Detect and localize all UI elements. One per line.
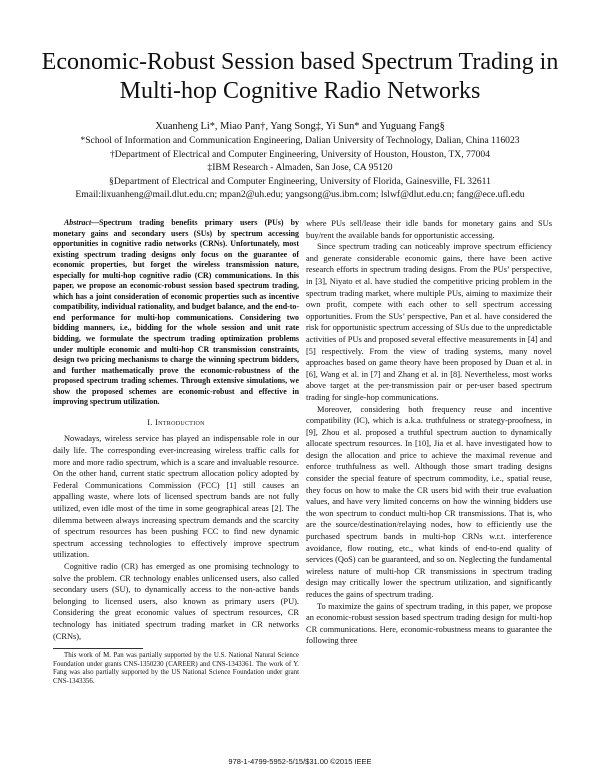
- affiliation-1: *School of Information and Communication Engineering, Dalian University of Technology, Dalian, China 116023: [80, 135, 520, 146]
- section-heading: [53, 417, 299, 429]
- right-paragraph-2: Since spectrum trading can noticeably improve spectrum efficiency and generate considerable economic gains, there have been active research efforts in spectrum trading designs. From the PUs’ perspective, in [3], Niyato et al. have studied the competitive pricing problem in the spectrum trading market, where multiple PUs, aiming to maximize their own profit, compete with each other to sell spectrum accessing opportunities. From the SUs’ perspective, Pan et al. have considered the risk for opportunistic spectrum accessing of SUs due to the unpredictable activities of PUs and proposed several effective measurements in [4] and [5] respectively. From the view of trading systems, many novel approaches based on game theory have been proposed by Duan et al. in [6], Wang et al. in [7] and Zhang et al. in [8]. Nevertheless, most works above target at the per-transmission pair or per-user based spectrum trading for single-hop communications.: [306, 242, 552, 402]
- intro-paragraph-2: Cognitive radio (CR) has emerged as one promising technology to solve the problem. CR technology enables unlicensed users, also called secondary users (SU), to dynamically access to the non-active bands belonging to licensed users, also known as primary users (PU). Considering the great economic values of spectrum resources, CR technology has initiated spectrum trading market in CR networks (CRNs),: [53, 561, 299, 641]
- affiliation-3: ‡IBM Research - Almaden, San Jose, CA 95120: [207, 162, 393, 173]
- abstract-lead: Abstract: [64, 218, 92, 227]
- paper-title: Economic-Robust Session based Spectrum Trading in Multi-hop Cognitive Radio Networks: [41, 49, 559, 104]
- section-title: Introduction: [155, 417, 205, 427]
- left-column: [53, 218, 299, 687]
- author-emails: Email:lixuanheng@mail.dlut.edu.cn; mpan2@uh.edu; yangsong@us.ibm.com; lslwf@dlut.edu.cn; fang@ece.ufl.edu: [75, 189, 525, 200]
- affiliation-4: §Department of Electrical and Computer Engineering, University of Florida, Gainesville, FL 32611: [109, 175, 491, 187]
- intro-paragraph-1: Nowadays, wireless service has played an indispensable role in our daily life. The corresponding ever-increasing wireless traffic calls for more and more radio spectrum, which is a scare and invaluable resource. On the other hand, current static spectrum allocation policy adopted by Federal Communications Commission (FCC) [1] still causes an appalling waste, where lots of licensed spectrum bands are not fully utilized, even idle most of the time in some geographical areas [2]. The dilemma between always increasing spectrum demands and the scarcity of spectrum resources has been pushing FCC to find new dynamic spectrum accessing technologies to effectively improve spectrum utilization.: [53, 434, 299, 560]
- right-paragraph-1: where PUs sell/lease their idle bands for monetary gains and SUs buy/rent the available bands for opportunistic accessing.: [306, 219, 552, 240]
- author-block: [40, 120, 560, 202]
- abstract: [53, 218, 299, 408]
- right-paragraph-3: Moreover, considering both frequency reuse and incentive compatibility (IC), which is a.k.a. truthfulness or strategy-proofness, in [9], Zhou et al. proposed a truthful spectrum auction to dynamically allocate spectrum resources. In [10], Jia et al. have investigated how to design the allocation and price to achieve the maximal revenue and enforce truthfulness as well. Although those smart trading designs consider the special feature of spectrum commodity, i.e., spatial reuse, they focus on how to make the CR users bid with their true evaluation values, and have very limited concerns on how the winning bidders use the won spectrum to conduct multi-hop CR transmissions. That is, who are the source/destination/relaying nodes, how to efficiently use the purchased spectrum bands in multi-hop CRNs w.r.t. interference avoidance, flow routing, etc., what kinds of end-to-end quality of services (QoS) can be guaranteed, and so on. Neglecting the fundamental wireless nature of multi-hop CR transmissions in spectrum trading design may critically lower the spectrum utilization, and significantly reduces the gains of spectrum trading.: [306, 404, 552, 599]
- right-column: [306, 218, 552, 647]
- section-number: I.: [147, 417, 153, 427]
- affiliation-2: †Department of Electrical and Computer Engineering, University of Houston, Houston, TX, 77004: [109, 148, 491, 160]
- abstract-text: —Spectrum trading benefits primary users (PUs) by monetary gains and secondary users (SUs) by spectrum accessing opportunities in cognitive radio networks (CRNs). Unfortunately, most existing spectrum trading designs only focus on the guarantee of economic properties, but forget the wireless transmission nature, especially for multi-hop cognitive radio (CR) communications. In this paper, we propose an economic-robust session based spectrum trading, which has a joint consideration of economic properties such as incentive compatibility, individual rationality, and budget balance, and the end-to-end performance for multi-hop communications. Considering two bidding manners, i.e., bidding for the whole session and unit rate bidding, we formulate the spectrum trading optimization problems under multiple economic and multi-hop CR transmission constraints, design two pricing mechanisms to charge the winning spectrum bidders, and further mathematically prove the economic-robustness of the proposed spectrum trading schemes. Through extensive simulations, we show the proposed schemes are economic-robust and effective in improving spectrum utilization.: [53, 218, 299, 407]
- footnote-divider: [53, 648, 143, 649]
- copyright-footer: 978-1-4799-5952-5/15/$31.00 ©2015 IEEE: [228, 757, 372, 766]
- funding-footnote: This work of M. Pan was partially supported by the U.S. National Natural Science Foundation under grants CNS-1350230 (CAREER) and CNS-1343361. The work of Y. Fang was also partially supported by the US National Science Foundation under grant CNS-1343356.: [53, 652, 299, 685]
- author-names: Xuanheng Li*, Miao Pan†, Yang Song‡, Yi Sun* and Yuguang Fang§: [155, 121, 445, 132]
- right-paragraph-4: To maximize the gains of spectrum trading, in this paper, we propose an economic-robust session based spectrum trading design for multi-hop CR communications. Here, economic-robustness means to guarantee the following three: [306, 601, 552, 646]
